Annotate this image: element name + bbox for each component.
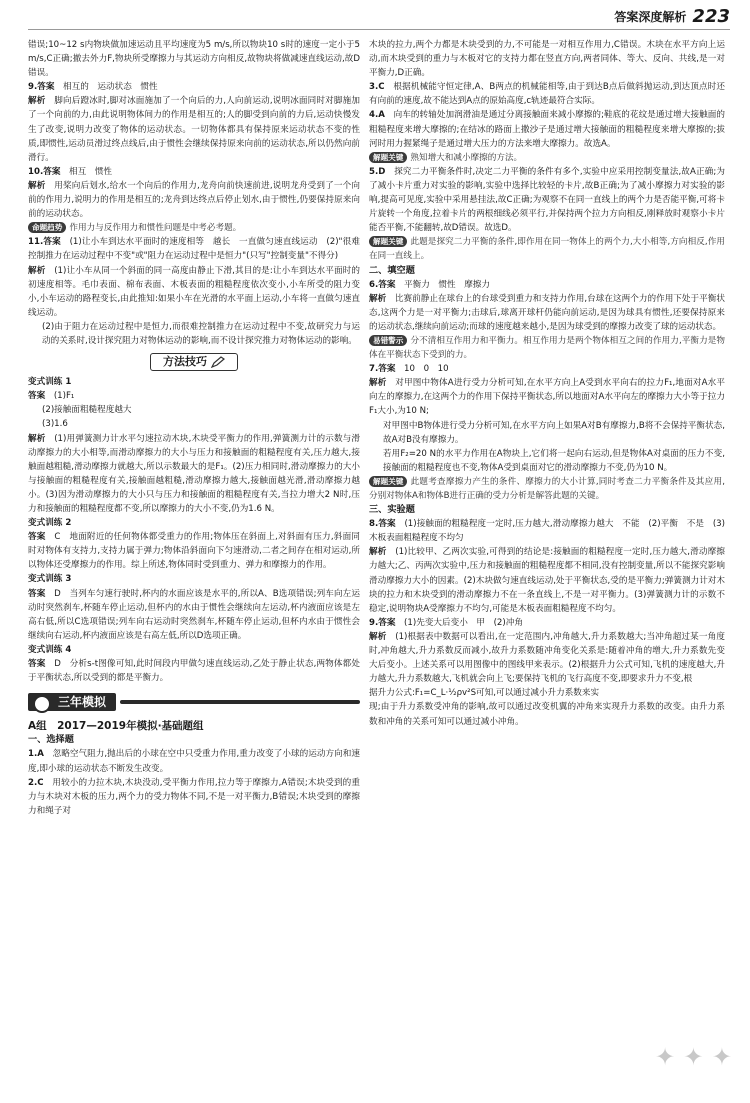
answer-text: (1)让小车到达水平面时的速度相等 越长 一直做匀速直线运动 (2)"很难控制推力在运动过程中不变"或"阻力在运动过程中是恒力"(只写"控制变量"不得分) [28, 237, 360, 262]
section-choice: 一、选择题 [28, 734, 74, 746]
choice-label: 5.D [369, 166, 386, 177]
analysis-text: (1)让小车从同一个斜面的同一高度由静止下滑,其目的是:让小车到达水平面时的初速度相等。毛巾表面、棉布表面、木板表面的粗糙程度依次变小,小车所受的阻力变小,小车运动的路程变长,由此推知:如果小车在光滑的水平面上运动,小车将一直做匀速直线运动。 [28, 265, 360, 318]
exp-9-analysis [369, 630, 725, 686]
note-text: 熟知增大和减小摩擦的方法。 [410, 152, 523, 163]
page-number: 223 [692, 5, 730, 27]
exp-9-answer [369, 616, 725, 630]
fill-7-analysis [369, 376, 725, 418]
answer-label: 11.答案 [28, 237, 61, 248]
exp-8-answer [369, 517, 725, 545]
method-banner [28, 353, 360, 371]
choice-text: 向车的转轴处加润滑油是通过分离接触面来减小摩擦的;鞋底的花纹是通过增大接触面的粗糙程度来增大摩擦的;在结冰的路面上撒沙子是通过增大接触面的粗糙程度来增大摩擦的;拔河时用力握紧绳子是通过增大压力的方法来增大摩擦力。故选A。 [369, 110, 725, 149]
variant-1-answer-3: (3)1.6 [42, 419, 68, 430]
answer-text: 10 0 10 [404, 364, 449, 375]
group-title: A组 2017—2019年模拟·基础题组 [28, 720, 204, 733]
answer-text: C 地面附近的任何物体都受重力的作用;物体压在斜面上,对斜面有压力,斜面同时对物体有支持力,支持力属于弹力;物体沿斜面向下匀速滑动,二者之间存在相对运动,所以物体还受摩擦力的作用。综上所述,物体同时受到重力、弹力和摩擦力的作用。 [28, 532, 360, 571]
warning-tag: 易错警示 [369, 335, 407, 346]
answer-label: 10.答案 [28, 166, 61, 177]
answer-text: 平衡力 惯性 摩擦力 [404, 279, 490, 290]
key-tag: 解题关键 [369, 152, 407, 163]
answer-text: D 分析s-t图像可知,此时间段内甲做匀速直线运动,乙处于静止状态,两物体都处于平衡状态,所以受到的都是平衡力。 [28, 659, 360, 684]
choice-3 [369, 80, 725, 108]
choice-text: 根据机械能守恒定律,A、B两点的机械能相等,由于到达B点后做斜抛运动,到达顶点时还有向前的速度,故不能达到A点的原始高度,c轨迹最符合实际。 [369, 82, 725, 107]
answer-text: 相互 惯性 [69, 166, 113, 177]
analysis-text: 比赛前静止在球台上的台球受到重力和支持力作用,台球在这两个力的作用下处于平衡状态,这两个力是一对平衡力;击球后,球离开球杆仍能向前运动,是因为球具有惯性,还要保持原来的运动状态,继续向前运动;而球的速度越来越小,是因为球受到的摩擦力改变了球的运动状态。 [369, 293, 725, 332]
choice-5 [369, 165, 725, 235]
note-text: 此题是探究二力平衡的条件,即作用在同一物体上的两个力,大小相等,方向相反,作用在同一直线上。 [369, 237, 725, 262]
answer-text: (1)先变大后变小 甲 (2)冲角 [404, 617, 523, 628]
exp-9-formula: 据升力公式:F₁=C_L·½ρv²S可知,可以通过减小升力系数来实 [369, 688, 600, 699]
analysis-9 [28, 94, 360, 164]
header-title: 答案深度解析 [614, 9, 687, 24]
variant-4-answer [28, 657, 360, 685]
page-header [614, 4, 730, 28]
three-year-ribbon [28, 693, 116, 711]
analysis-text: 脚向后蹬冰时,脚对冰面施加了一个向后的力,人向前运动,说明冰面同时对脚施加了一个向前的力,由此说明物体间力的作用是相互的;人的脚受到向前的力后,运动快慢发生了改变,说明力改变了物体的运动状态。一切物体都具有保持原来运动状态不变的性质,即惯性,运动员滑过终点线后,由于惯性会继续保持原来向前的运动状态,所以仍然向前滑行。 [28, 96, 360, 163]
analysis-label: 解析 [28, 433, 46, 444]
pencil-icon [211, 356, 225, 368]
key-tag: 解题关键 [369, 476, 407, 487]
header-rule [28, 29, 730, 30]
answer-text: D 当列车匀速行驶时,杯内的水面应该是水平的,所以A、B选项错误;列车向左运动时突然刹车,杯随车停止运动,但杯内的水由于惯性会继续向左运动,杯内液面应该是左高右低,所以C选项错误;列车向右运动时突然刹车,杯随车停止运动,但杯内水由于惯性会继续向右运动,杯内液面应该是右高左低,所以D选项正确。 [28, 588, 360, 641]
analysis-text: (1)用弹簧测力计水平匀速拉动木块,木块受平衡力的作用,弹簧测力计的示数与滑动摩擦力的大小相等,而滑动摩擦力的大小与压力和接触面的粗糙程度有关,压力越大,接触面越粗糙,滑动摩擦力就越大,所以示数最大的是F₁。(2)压力相同时,滑动摩擦力的大小与接触面的粗糙程度有关,接触面越粗糙,滑动摩擦力越大,接触面越光滑,滑动摩擦力越小。(3)因为滑动摩擦力的大小只与压力和接触面的粗糙程度有关,当拉力增大2 N时,压力和接触面的粗糙程度都不变,所以摩擦力的大小不变,仍为1.6 N。 [28, 433, 360, 514]
answer-text: 相互的 运动状态 惯性 [63, 82, 158, 93]
watermark-glyph: ✦ ✦ ✦ [654, 1043, 732, 1071]
banner-line [120, 700, 360, 704]
fill-7-analysis-2: 对甲图中B物体进行受力分析可知,在水平方向上如果A对B有摩擦力,B将不会保持平衡状态,故A对B没有摩擦力。 [383, 420, 725, 445]
answer-10 [28, 165, 360, 179]
choice-label: 1.A [28, 749, 44, 760]
trend-tag: 命题趋势 [28, 222, 66, 233]
analysis-text: 用桨向后划水,给水一个向后的作用力,龙舟向前快速前进,说明龙舟受到了一个向前的作用力,说明力的作用是相互的;龙舟到达终点后停止划水,由于惯性,仍要保持原来向前的运动状态。 [28, 180, 360, 220]
mascot-icon [33, 695, 51, 713]
variant-1-answer-2: (2)接触面粗糙程度越大 [42, 405, 132, 416]
answer-label: 9.答案 [28, 82, 55, 93]
choice-4 [369, 108, 725, 150]
answer-label: 6.答案 [369, 279, 396, 290]
analysis-11 [28, 264, 360, 320]
variant-title-3: 变式训练 3 [28, 574, 72, 585]
answer-11 [28, 235, 360, 263]
answer-label: 答案 [28, 391, 46, 402]
variant-title-1: 变式训练 1 [28, 377, 72, 388]
key-tag: 解题关键 [369, 236, 407, 247]
analysis-text: 对甲图中物体A进行受力分析可知,在水平方向上A受到水平向右的拉力F₁,地面对A水平向左的摩擦力,在这两个力的作用下保持平衡状态,所以地面对A水平向左的摩擦力大小等于拉力F₁大小,为10 N; [369, 378, 725, 417]
note-text: 此题考查摩擦力产生的条件、摩擦力的大小计算,同时考查二力平衡条件及其应用,分别对物体A和物体B进行正确的受力分析是解答此题的关键。 [369, 476, 725, 501]
analysis-label: 解析 [369, 293, 387, 304]
variant-1-analysis [28, 432, 360, 517]
fill-6-analysis [369, 292, 725, 334]
answer-label: 7.答案 [369, 364, 396, 375]
analysis-label: 解析 [28, 96, 46, 107]
three-year-title: 三年模拟 [58, 695, 107, 710]
method-box [150, 353, 238, 371]
exp-8-analysis [369, 545, 725, 615]
variant-3-answer [28, 587, 360, 643]
analysis-label: 解析 [369, 631, 387, 642]
choice-2 [28, 776, 360, 818]
choice-1 [28, 747, 360, 775]
analysis-text: (1)根据表中数据可以看出,在一定范围内,冲角越大,升力系数越大;当冲角超过某一角度时,冲角越大,升力系数反而减小,故升力系数随冲角变化关系是:随着冲角的增大,升力系数先变大后变小。上述关系可以用图像中的图线甲来表示。(2)根据升力公式可知,飞机的速度越大,升力越大,升力系数越大,飞机就会向上飞;要保持飞机的飞行高度不变,即要求升力不变,根 [369, 631, 725, 685]
choice-label: 4.A [369, 110, 385, 121]
answer-label: 答案 [28, 588, 46, 599]
answer-text: (1)接触面的粗糙程度一定时,压力越大,滑动摩擦力越大 不能 (2)平衡 不是 (3)木板表面粗糙程度不均匀 [369, 519, 725, 544]
analysis-label: 解析 [28, 180, 46, 191]
analysis-10 [28, 179, 360, 221]
watermark-logo [582, 1043, 732, 1097]
analysis-label: 解析 [369, 547, 387, 558]
left-column [28, 38, 360, 1096]
note-6 [369, 334, 725, 362]
answer-9 [28, 80, 360, 94]
note-4 [369, 151, 725, 165]
note-text: 分不清相互作用力和平衡力。相互作用力是两个物体相互之间的作用力,平衡力是物体在平衡状态下受到的力。 [369, 335, 725, 361]
paragraph: 错误;10~12 s内物块做加速运动且平均速度为5 m/s,所以物块10 s时的速度一定小于5 m/s,C正确;撤去外力F,物块所受摩擦力与其运动方向相反,故物块将做减速直线运动,故D错误。 [28, 40, 360, 79]
exp-9-analysis-end: 现;由于升力系数受冲角的影响,故可以通过改变机翼的冲角来实现升力系数的改变。由升力系数和冲角的关系可知可以通过减小冲角。 [369, 702, 725, 727]
choice-text: 探究二力平衡条件时,决定二力平衡的条件有多个,实验中应采用控制变量法,故A正确;为了减小卡片重力对实验的影响,实验中选择比较轻的卡片,故B正确;为了减小摩擦力对实验的影响,提高可见度,实验中采用悬挂法,故C正确;为观察不在同一直线上的两个力是否能平衡,可将卡片旋转一个角度,拉着卡片的两根细线必须平行,并保持两个拉力方向相反,刚释放时观察小卡片能否平衡,不能翻转,故D错误。故选D。 [369, 166, 725, 234]
answer-text: (1)F₁ [53, 391, 75, 402]
analysis-label: 解析 [28, 265, 46, 276]
note-text: 作用力与反作用力和惯性问题是中考必考题。 [69, 223, 242, 234]
paragraph: 木块的拉力,两个力都是木块受到的力,不可能是一对相互作用力,C错误。木块在水平方向上运动,而木块受到的重力与木板对它的支持力都在竖直方向,两者同体、等大、反向、共线,是一对平衡力,D正确。 [369, 40, 725, 79]
note-5 [369, 235, 725, 263]
fill-7-answer [369, 362, 725, 376]
answer-label: 9.答案 [369, 617, 396, 628]
answer-label: 答案 [28, 532, 46, 543]
choice-label: 2.C [28, 777, 44, 788]
note-10 [28, 221, 360, 235]
right-column [369, 38, 725, 1096]
variant-2-answer [28, 530, 360, 572]
three-year-banner [28, 689, 360, 715]
answer-label: 答案 [28, 659, 46, 670]
variant-1-answer [28, 389, 360, 403]
method-title: 方法技巧 [163, 355, 207, 369]
choice-label: 3.C [369, 82, 385, 93]
analysis-text: (1)比较甲、乙两次实验,可得到的结论是:接触面的粗糙程度一定时,压力越大,滑动摩擦力越大;乙、丙两次实验中,压力和接触面的粗糙程度都不相同,没有控制变量,所以不能探究影响滑动摩擦力大小的因素。(2)木块做匀速直线运动,处于平衡状态,受的是平衡力;弹簧测力计对木块的拉力和木块受到的滑动摩擦力不在一条直线上,不是一对平衡力。(3)弹簧测力计的示数不稳定,说明物块A受摩擦力不均匀,可能是木板表面粗糙程度不均匀。 [369, 547, 725, 614]
choice-text: 用较小的力拉木块,木块没动,受平衡力作用,拉力等于摩擦力,A错误;木块受到的重力与木块对木板的压力,两个力的受力物体不同,不是一对平衡力,B错误;木块受到的摩擦力和绳子对 [28, 777, 360, 816]
choice-text: 忽略空气阻力,抛出后的小球在空中只受重力作用,重力改变了小球的运动方向和速度,即小球的运动状态不断发生改变。 [28, 749, 360, 774]
section-fill: 二、填空题 [369, 264, 415, 276]
section-experiment: 三、实验题 [369, 504, 415, 516]
analysis-11-part2: (2)由于阻力在运动过程中是恒力,而很难控制推力在运动过程中不变,故研究力与运动的关系时,设计探究阻力对物体运动的影响,而不设计探究推力对物体运动的影响。 [42, 321, 360, 346]
fill-7-analysis-3: 若用F₂=20 N的水平力作用在A物块上,它们将一起向右运动,但是物体A对桌面的压力不变,接触面的粗糙程度也不变,物体A受到桌面对它的滑动摩擦力不变,仍为10 N。 [383, 448, 725, 473]
analysis-label: 解析 [369, 378, 387, 389]
answer-label: 8.答案 [369, 519, 396, 530]
note-7 [369, 475, 725, 503]
fill-6-answer [369, 278, 725, 292]
variant-title-4: 变式训练 4 [28, 644, 72, 655]
variant-title-2: 变式训练 2 [28, 518, 72, 529]
